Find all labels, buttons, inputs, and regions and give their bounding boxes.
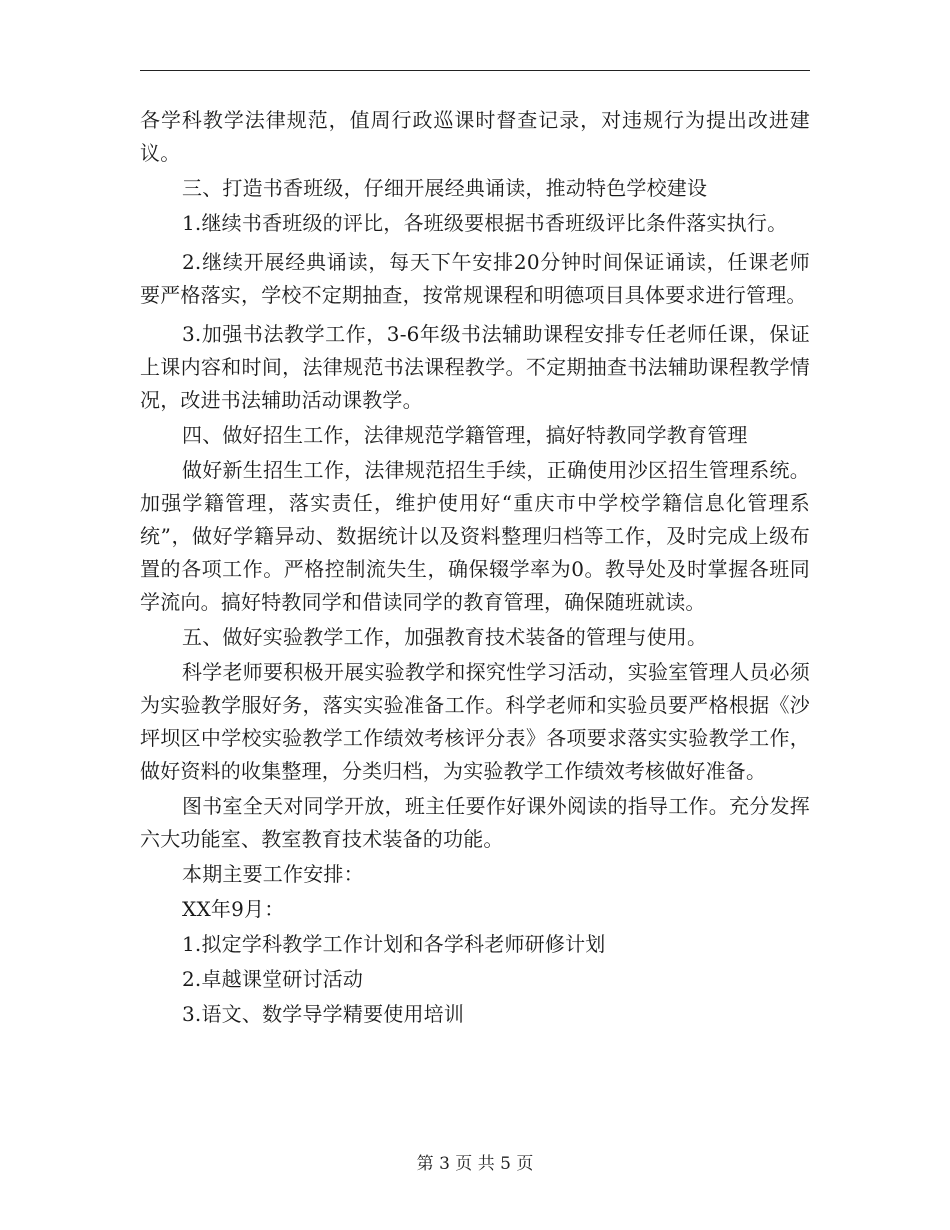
paragraph: 科学老师要积极开展实验教学和探究性学习活动，实验室管理人员必须为实验教学服好务，落实实验准备工作。科学老师和实验员要严格根据《沙坪坝区中学校实验教学工作绩效考核评分表》各项要求落实实验教学工作，做好资料的收集整理，分类归档，为实验教学工作绩效考核做好准备。 [140, 660, 810, 783]
schedule-item: 1.拟定学科教学工作计划和各学科老师研修计划 [182, 932, 606, 956]
paragraph: 各学科教学法律规范，值周行政巡课时督查记录，对违规行为提出改进建议。 [140, 108, 810, 165]
page-footer [0, 1153, 950, 1175]
schedule-item: 3.语文、数学导学精要使用培训 [182, 1002, 465, 1026]
schedule-heading: 本期主要工作安排： [182, 862, 364, 886]
paragraph: 1.继续书香班级的评比，各班级要根据书香班级评比条件落实执行。 [182, 211, 788, 235]
schedule-month: XX年9月： [182, 897, 285, 921]
paragraph: 图书室全天对同学开放，班主任要作好课外阅读的指导工作。充分发挥六大功能室、教室教育技术装备的功能。 [140, 794, 810, 851]
paragraph: 3.加强书法教学工作，3-6年级书法辅助课程安排专任老师任课，保证上课内容和时间，法律规范书法课程教学。不定期抽查书法辅助课程教学情况，改进书法辅助活动课教学。 [140, 322, 810, 412]
section-heading: 五、做好实验教学工作，加强教育技术装备的管理与使用。 [182, 625, 708, 649]
header-rule [140, 70, 810, 71]
paragraph: 做好新生招生工作，法律规范招生手续，正确使用沙区招生管理系统。加强学籍管理，落实责任，维护使用好“重庆市中学校学籍信息化管理系统”，做好学籍异动、数据统计以及资料整理归档等工作，及时完成上级布置的各项工作。严格控制流失生，确保辍学率为0。教导处及时掌握各班同学流向。搞好特教同学和借读同学的教育管理，确保随班就读。 [140, 458, 810, 614]
section-heading: 四、做好招生工作，法律规范学籍管理，搞好特教同学教育管理 [182, 423, 748, 447]
page-number: 第 3 页 共 5 页 [416, 1154, 534, 1174]
schedule-item: 2.卓越课堂研讨活动 [182, 967, 364, 991]
document-body [140, 104, 810, 1031]
section-heading: 三、打造书香班级，仔细开展经典诵读，推动特色学校建设 [182, 176, 708, 200]
paragraph: 2.继续开展经典诵读，每天下午安排20分钟时间保证诵读，任课老师要严格落实，学校不定期抽查，按常规课程和明德项目具体要求进行管理。 [140, 250, 810, 307]
